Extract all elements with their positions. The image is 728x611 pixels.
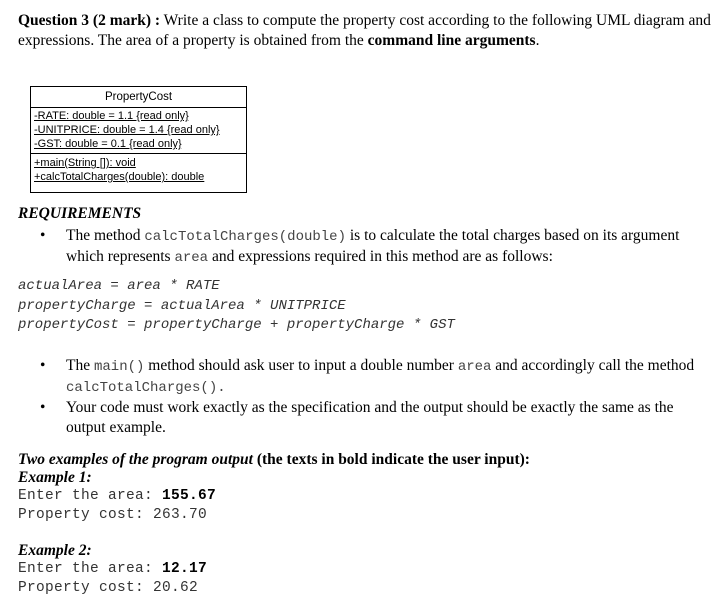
example-2-input-line: Enter the area: 12.17 [18,561,208,577]
question-period: . [535,32,540,49]
example-1-output-line: Property cost: 263.70 [18,507,208,523]
requirements-list-2 [18,356,708,438]
uml-operation: +calcTotalCharges(double): double [34,171,205,183]
example-2-label: Example 2: [18,542,92,559]
bullet-dot-icon: • [40,227,46,244]
uml-attributes [31,108,246,154]
example-2-output-line: Property cost: 20.62 [18,580,199,596]
uml-class-name: PropertyCost [31,87,246,108]
bullet-item: • Your code must work exactly as the specification and the output should be exactly the same as the output example. [40,399,674,436]
question-text: Write a class to compute the property cost according to the following UML diagram and expressions. The area of a property is obtained from the [18,12,711,49]
bullet-dot-icon: • [40,399,46,416]
example-1-input-line: Enter the area: 155.67 [18,488,217,504]
expression-line: propertyCost = propertyCharge + propertyCharge * GST [18,317,455,333]
requirements-title: REQUIREMENTS [18,205,142,222]
uml-class-diagram [30,86,247,193]
question-label: Question 3 (2 mark) : [18,12,161,29]
user-input: 155.67 [162,488,217,504]
question-heading [18,11,718,51]
examples-title: Two examples of the program output (the texts in bold indicate the user input): [18,451,530,468]
question-bold-end: command line arguments [367,32,536,49]
inline-code: calcTotalCharges(double) [144,229,346,245]
uml-attribute: -GST: double = 0.1 {read only} [34,138,182,150]
expression-line: actualArea = area * RATE [18,278,220,294]
bullet-item: • The main() method should ask user to input a double number area and accordingly call the method calcTotalCharges(). [40,357,695,396]
bullet-item: • The method calcTotalCharges(double) is to calculate the total charges based on its argument which represents area and expressions required in this method are as follows: [40,227,680,266]
uml-operations [31,154,246,184]
inline-code: area [174,250,209,266]
expression-line: propertyCharge = actualArea * UNITPRICE [18,298,346,314]
bullet-dot-icon: • [40,357,46,374]
inline-code: calcTotalCharges(). [66,380,226,396]
uml-attribute: -RATE: double = 1.1 {read only} [34,110,189,122]
uml-attribute: -UNITPRICE: double = 1.4 {read only} [34,124,220,136]
uml-operation: +main(String []): void [34,157,136,169]
inline-code: main() [93,359,145,375]
requirements-list-1 [18,226,708,268]
inline-code: area [457,359,492,375]
user-input: 12.17 [162,561,208,577]
example-1-label: Example 1: [18,469,92,486]
